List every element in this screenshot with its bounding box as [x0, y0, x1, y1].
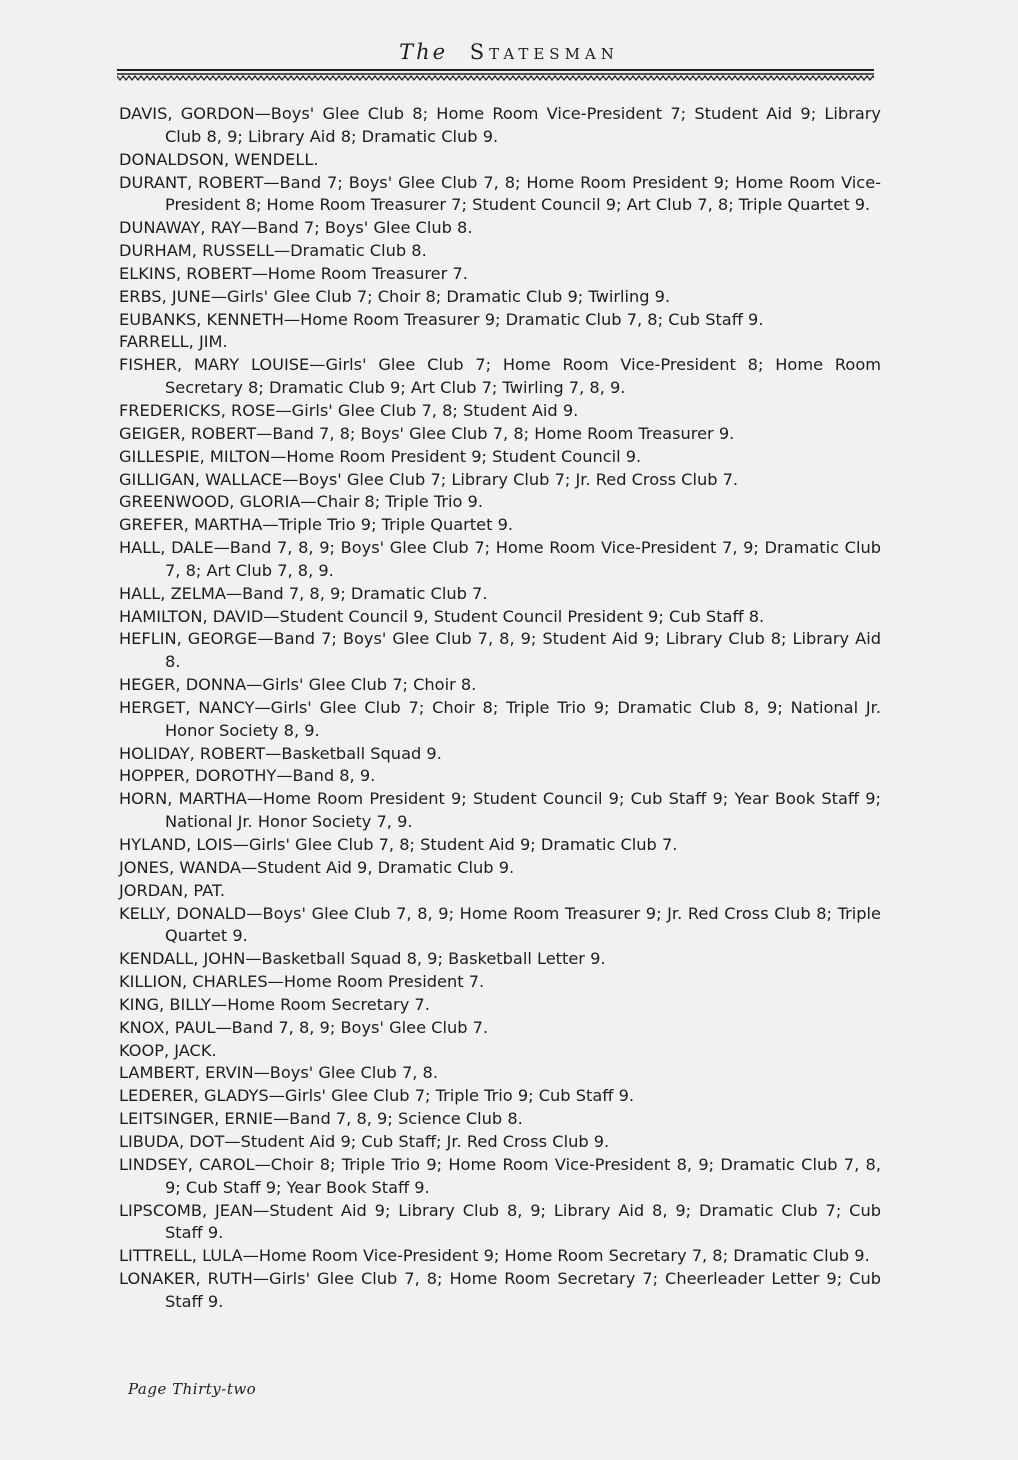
student-name: JONES, WANDA [119, 857, 241, 877]
student-activities: Girls' Glee Club 7, 8; Student Aid 9; Dramatic Club 7. [248, 835, 678, 854]
entry-dash: — [240, 857, 258, 877]
entry-dash: — [245, 949, 262, 969]
student-entry [119, 994, 881, 1017]
entry-dash: — [265, 743, 282, 763]
entry-dash: — [300, 492, 317, 512]
student-name: HOPPER, DOROTHY [119, 766, 277, 786]
student-name: KNOX, PAUL [119, 1017, 216, 1037]
student-name: LAMBERT, ERVIN [119, 1063, 254, 1083]
student-entry [119, 857, 881, 880]
student-activities: Band 7, 8; Boys' Glee Club 7, 8; Home Room Treasurer 9. [272, 423, 735, 443]
student-name: HEGER, DONNA [119, 675, 247, 695]
student-entry [119, 1200, 881, 1246]
entry-dash: — [215, 1017, 232, 1037]
student-activities: Home Room President 9; Student Council 9; Cub Staff 9; Year Book Staff 9; National Jr. Honor Society 7, 9. [165, 789, 882, 832]
student-name: GILLESPIE, MILTON [119, 446, 271, 466]
student-activities: Boys' Glee Club 8; Home Room Vice-President 7; Student Aid 9; Library Club 8, 9; Library Aid 8; Dramatic Club 9. [165, 104, 882, 146]
entry-dash: — [241, 218, 258, 238]
student-activities: Band 7; Boys' Glee Club 8. [257, 218, 473, 238]
student-name: HALL, DALE [119, 538, 214, 558]
student-entry [119, 400, 881, 423]
student-entry [119, 674, 881, 697]
student-entry [119, 1131, 881, 1154]
entry-dash: — [262, 515, 279, 535]
student-name: ELKINS, ROBERT [119, 263, 252, 283]
student-entry [119, 1108, 881, 1131]
student-entry [119, 765, 881, 788]
student-name: LIBUDA, DOT [119, 1131, 225, 1151]
student-name: GILLIGAN, WALLACE [119, 469, 283, 489]
entry-dash: — [282, 469, 299, 489]
entry-dash: — [246, 675, 263, 695]
entry-dash: — [267, 972, 284, 992]
student-activities: Girls' Glee Club 7; Choir 8; Dramatic Club 9; Twirling 9. [227, 286, 671, 306]
student-name: KENDALL, JOHN [119, 949, 246, 969]
student-entry [119, 331, 881, 354]
entry-dash: — [254, 104, 271, 123]
student-entry [119, 423, 881, 446]
student-activities: Chair 8; Triple Trio 9. [316, 492, 483, 512]
student-name: LINDSEY, CAROL [119, 1154, 255, 1174]
student-activities: Girls' Glee Club 7; Choir 8; Triple Trio 9; Dramatic Club 8, 9; National Jr. Honor Society 8, 9. [165, 697, 881, 740]
student-entry [119, 354, 881, 400]
student-entry [119, 971, 881, 994]
student-name: DUNAWAY, RAY [119, 218, 242, 238]
student-entry [119, 606, 881, 629]
student-activities: Band 7; Boys' Glee Club 7, 8; Home Room President 9; Home Room Vice-President 8; Home Room Treasurer 7; Student Council 9; Art Club 7, 8; Triple Quartet 9. [165, 172, 881, 215]
student-name: HALL, ZELMA [119, 583, 226, 603]
student-entry [119, 537, 881, 583]
entry-dash: — [254, 697, 271, 717]
entry-dash: — [253, 1200, 270, 1220]
entry-dash: — [254, 1154, 271, 1174]
student-name: EUBANKS, KENNETH [119, 309, 284, 329]
header-rule [117, 68, 874, 82]
entry-dash: — [251, 263, 268, 283]
entry-dash: — [253, 1063, 270, 1083]
student-entry [119, 217, 881, 240]
student-entry [119, 583, 881, 606]
student-name: KING, BILLY [119, 994, 211, 1014]
student-activities: Band 8, 9. [292, 766, 376, 786]
entry-dash: — [272, 1109, 290, 1129]
entry-dash: — [211, 994, 228, 1014]
student-name: JORDAN, PAT. [119, 880, 226, 900]
student-name: KILLION, CHARLES [119, 972, 268, 992]
student-name: KOOP, JACK. [119, 1040, 217, 1060]
publication-title: Statesman [469, 40, 619, 64]
student-name: HORN, MARTHA [119, 789, 247, 809]
entry-dash: — [210, 286, 228, 306]
student-name: DURANT, ROBERT [119, 172, 264, 192]
entry-dash: — [256, 423, 273, 443]
student-activities: Band 7; Boys' Glee Club 7, 8, 9; Student Aid 9; Library Club 8; Library Aid 8. [165, 629, 881, 672]
entry-dash: — [268, 1086, 285, 1106]
entry-dash: — [275, 400, 292, 420]
entry-dash: — [213, 538, 230, 558]
entry-dash: — [252, 1269, 269, 1289]
entry-dash: — [257, 629, 274, 649]
student-activities: Home Room President 9; Student Council 9. [286, 446, 642, 466]
student-activities: Student Aid 9; Cub Staff; Jr. Red Cross Club 9. [240, 1131, 610, 1151]
student-activities: Girls' Glee Club 7; Home Room Vice-President 8; Home Room Secretary 8; Dramatic Club 9; Art Club 7; Twirling 7, 8, 9. [165, 355, 881, 398]
student-activities: Girls' Glee Club 7, 8; Home Room Secretary 7; Cheerleader Letter 9; Cub Staff 9. [165, 1269, 882, 1311]
student-activities: Student Aid 9; Library Club 8, 9; Library Aid 8, 9; Dramatic Club 7; Cub Staff 9. [165, 1200, 881, 1243]
student-entry [119, 628, 881, 674]
student-activities: Basketball Squad 8, 9; Basketball Letter 9. [261, 949, 606, 969]
student-name: DAVIS, GORDON [119, 104, 255, 123]
student-activities: Girls' Glee Club 7, 8; Student Aid 9. [291, 400, 579, 420]
entry-dash: — [263, 172, 280, 192]
student-entry [119, 263, 881, 286]
student-entry [119, 514, 881, 537]
student-entry [119, 1085, 881, 1108]
student-entry [119, 1245, 881, 1268]
student-activities: Girls' Glee Club 7; Choir 8. [262, 675, 477, 695]
student-activities: Triple Trio 9; Triple Quartet 9. [278, 515, 514, 535]
student-entry [119, 469, 881, 492]
student-entry [119, 834, 881, 857]
student-activities: Boys' Glee Club 7, 8. [269, 1063, 438, 1083]
student-name: HERGET, NANCY [119, 697, 255, 717]
student-entry [119, 240, 881, 263]
student-entry [119, 1017, 881, 1040]
student-activities: Home Room Treasurer 7. [267, 263, 468, 283]
student-activities: Home Room President 7. [283, 972, 485, 992]
student-activities: Boys' Glee Club 7; Library Club 7; Jr. Red Cross Club 7. [298, 469, 739, 489]
entry-dash: — [246, 789, 264, 809]
student-entry [119, 1154, 881, 1200]
student-name: FISHER, MARY LOUISE [119, 355, 310, 375]
student-activities: Dramatic Club 8. [290, 241, 427, 261]
student-entry [119, 880, 881, 903]
student-activities: Home Room Vice-President 9; Home Room Secretary 7, 8; Dramatic Club 9. [258, 1246, 870, 1266]
student-activities: Band 7, 8, 9; Boys' Glee Club 7. [231, 1017, 489, 1037]
entry-dash: — [263, 606, 280, 626]
student-name: ERBS, JUNE [119, 286, 211, 306]
student-name: GREENWOOD, GLORIA [119, 492, 301, 512]
entry-dash: — [225, 583, 243, 603]
student-name: GEIGER, ROBERT [119, 423, 257, 443]
student-name: LITTRELL, LULA [119, 1246, 243, 1266]
student-activities: Basketball Squad 9. [281, 743, 442, 763]
student-name: LEITSINGER, ERNIE [119, 1109, 273, 1129]
student-entry [119, 903, 881, 949]
page-number: Page Thirty-two [128, 1380, 257, 1398]
student-name: LONAKER, RUTH [119, 1269, 253, 1289]
student-entry [119, 948, 881, 971]
page-header [0, 40, 1018, 64]
student-entry [119, 1268, 881, 1314]
student-name: DONALDSON, WENDELL. [119, 149, 319, 169]
student-entry [119, 286, 881, 309]
entry-dash: — [270, 446, 287, 466]
student-name: FARRELL, JIM. [119, 332, 228, 352]
student-activities: Home Room Treasurer 9; Dramatic Club 7, 8; Cub Staff 9. [300, 309, 764, 329]
entry-dash: — [276, 766, 293, 786]
student-activities: Student Council 9, Student Council President 9; Cub Staff 8. [279, 606, 765, 626]
student-activities: Band 7, 8, 9; Science Club 8. [289, 1109, 523, 1129]
entry-dash: — [242, 1246, 259, 1266]
student-activities: Band 7, 8, 9; Dramatic Club 7. [242, 583, 488, 603]
entry-dash: — [232, 835, 249, 854]
student-name: LIPSCOMB, JEAN [119, 1200, 254, 1220]
student-name: HOLIDAY, ROBERT [119, 743, 266, 763]
entry-dash: — [283, 309, 301, 329]
header-article: The [399, 40, 449, 64]
student-entry [119, 1062, 881, 1085]
entry-dash: — [224, 1131, 241, 1151]
student-name: HAMILTON, DAVID [119, 606, 264, 626]
student-entry [119, 446, 881, 469]
student-activities: Boys' Glee Club 7, 8, 9; Home Room Treasurer 9; Jr. Red Cross Club 8; Triple Quartet 9. [165, 903, 882, 946]
student-activities: Student Aid 9, Dramatic Club 9. [257, 857, 515, 877]
student-name: KELLY, DONALD [119, 903, 247, 923]
entry-dash: — [309, 355, 326, 375]
student-entry [119, 491, 881, 514]
entry-dash: — [273, 241, 291, 261]
entry-dash: — [246, 903, 263, 923]
student-name: LEDERER, GLADYS [119, 1086, 269, 1106]
student-entry [119, 743, 881, 766]
student-activity-list [119, 103, 881, 1314]
student-activities: Choir 8; Triple Trio 9; Home Room Vice-President 8, 9; Dramatic Club 7, 8, 9; Cub Staff 9; Year Book Staff 9. [165, 1154, 881, 1197]
student-entry [119, 103, 881, 149]
student-name: FREDERICKS, ROSE [119, 400, 276, 420]
student-name: GREFER, MARTHA [119, 515, 263, 535]
student-entry [119, 149, 881, 172]
student-entry [119, 309, 881, 332]
student-activities: Home Room Secretary 7. [227, 994, 430, 1014]
student-name: DURHAM, RUSSELL [119, 241, 274, 261]
student-activities: Girls' Glee Club 7; Triple Trio 9; Cub Staff 9. [284, 1086, 635, 1106]
student-name: HYLAND, LOIS [119, 835, 233, 854]
student-entry [119, 1040, 881, 1063]
student-name: HEFLIN, GEORGE [119, 629, 258, 649]
student-activities: Band 7, 8, 9; Boys' Glee Club 7; Home Room Vice-President 7, 9; Dramatic Club 7, 8; Art Club 7, 8, 9. [165, 538, 881, 580]
student-entry [119, 172, 881, 218]
student-entry [119, 788, 881, 834]
student-entry [119, 697, 881, 743]
